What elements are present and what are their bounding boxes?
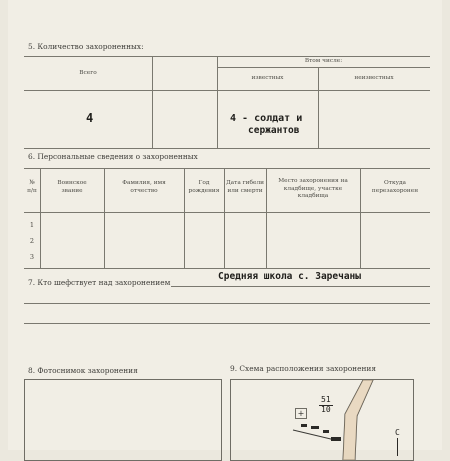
col-known-header: известных — [251, 75, 284, 81]
col-from-line1: Откуда — [383, 180, 407, 186]
blank-line-1 — [24, 303, 430, 304]
col-date-line1: Дата гибели — [225, 180, 265, 186]
col-unknown-header: неизвестных — [354, 75, 394, 81]
road-fill — [343, 380, 373, 460]
table6-header-rule — [24, 212, 430, 213]
col-name-header — [104, 180, 184, 195]
table5-divider-1 — [152, 56, 153, 148]
col-num-line1: № — [29, 180, 35, 186]
photo-frame — [24, 379, 222, 461]
col-date-header — [224, 180, 266, 195]
known-value-line2: сержантов — [248, 125, 300, 136]
col-num-header — [24, 180, 40, 195]
grave-mark-2 — [311, 426, 319, 429]
form-sheet — [8, 0, 442, 450]
col-place-line1: Место захоронения на — [278, 178, 348, 184]
table5-subheader-rule — [217, 67, 430, 68]
burial-cross-icon: + — [295, 408, 307, 419]
col-name-line1: Фамилия, имя — [122, 180, 166, 186]
col-including-header: Втом числе: — [304, 58, 343, 64]
col-date-line2: или смерти — [227, 187, 263, 194]
grave-mark-1 — [301, 424, 307, 427]
patron-underline — [171, 286, 430, 287]
section9-title: 9. Схема расположения захоронения — [230, 364, 376, 373]
total-value: 4 — [86, 111, 94, 125]
grave-mark-3 — [323, 430, 329, 433]
side-arrow — [397, 438, 398, 456]
table5-header-rule — [24, 90, 430, 91]
grave-mark-4 — [331, 437, 341, 441]
col-year-line1: Год — [198, 180, 210, 186]
side-letter: С — [395, 428, 400, 437]
col-rank-header — [40, 180, 104, 195]
row-number-1: 1 — [29, 221, 35, 229]
row-number-2: 2 — [29, 237, 35, 245]
section7-title: 7. Кто шефствует над захоронением — [28, 278, 171, 287]
col-rank-line1: Воинское — [57, 180, 87, 186]
col-place-line3: кладбища — [297, 193, 329, 199]
col-total-header: Всего — [79, 70, 97, 76]
known-value-line1: 4 - солдат и — [230, 113, 303, 124]
table5-divider-2 — [217, 56, 218, 148]
col-place-line2: кладбище, участке — [283, 185, 343, 192]
col-rank-line2: звание — [61, 187, 83, 194]
col-from-header — [360, 180, 430, 195]
col-from-line2: перезахоронен — [371, 187, 419, 194]
section5-title: 5. Количество захороненных: — [28, 42, 144, 51]
col-place-header — [266, 178, 360, 201]
patron-value: Средняя школа с. Заречаны — [218, 271, 361, 282]
col-name-line2: отчество — [130, 187, 158, 194]
section8-title: 8. Фотоснимок захоронения — [28, 366, 138, 375]
table5-top-rule — [24, 56, 430, 57]
table6-top-rule — [24, 168, 430, 169]
table5-bottom-rule — [24, 148, 430, 149]
blank-line-2 — [24, 323, 430, 324]
col-num-line2: п/п — [27, 187, 37, 194]
section6-title: 6. Персональные сведения о захороненных — [28, 152, 198, 161]
row-number-3: 3 — [29, 253, 35, 261]
scheme-drawing — [231, 380, 413, 460]
col-year-line2: рождения — [188, 187, 220, 194]
table6-bottom-rule — [24, 268, 430, 269]
fraction-top: 51 — [321, 395, 331, 404]
scheme-frame — [230, 379, 414, 461]
fraction-bottom: 10 — [321, 405, 331, 414]
col-year-header — [184, 180, 224, 195]
